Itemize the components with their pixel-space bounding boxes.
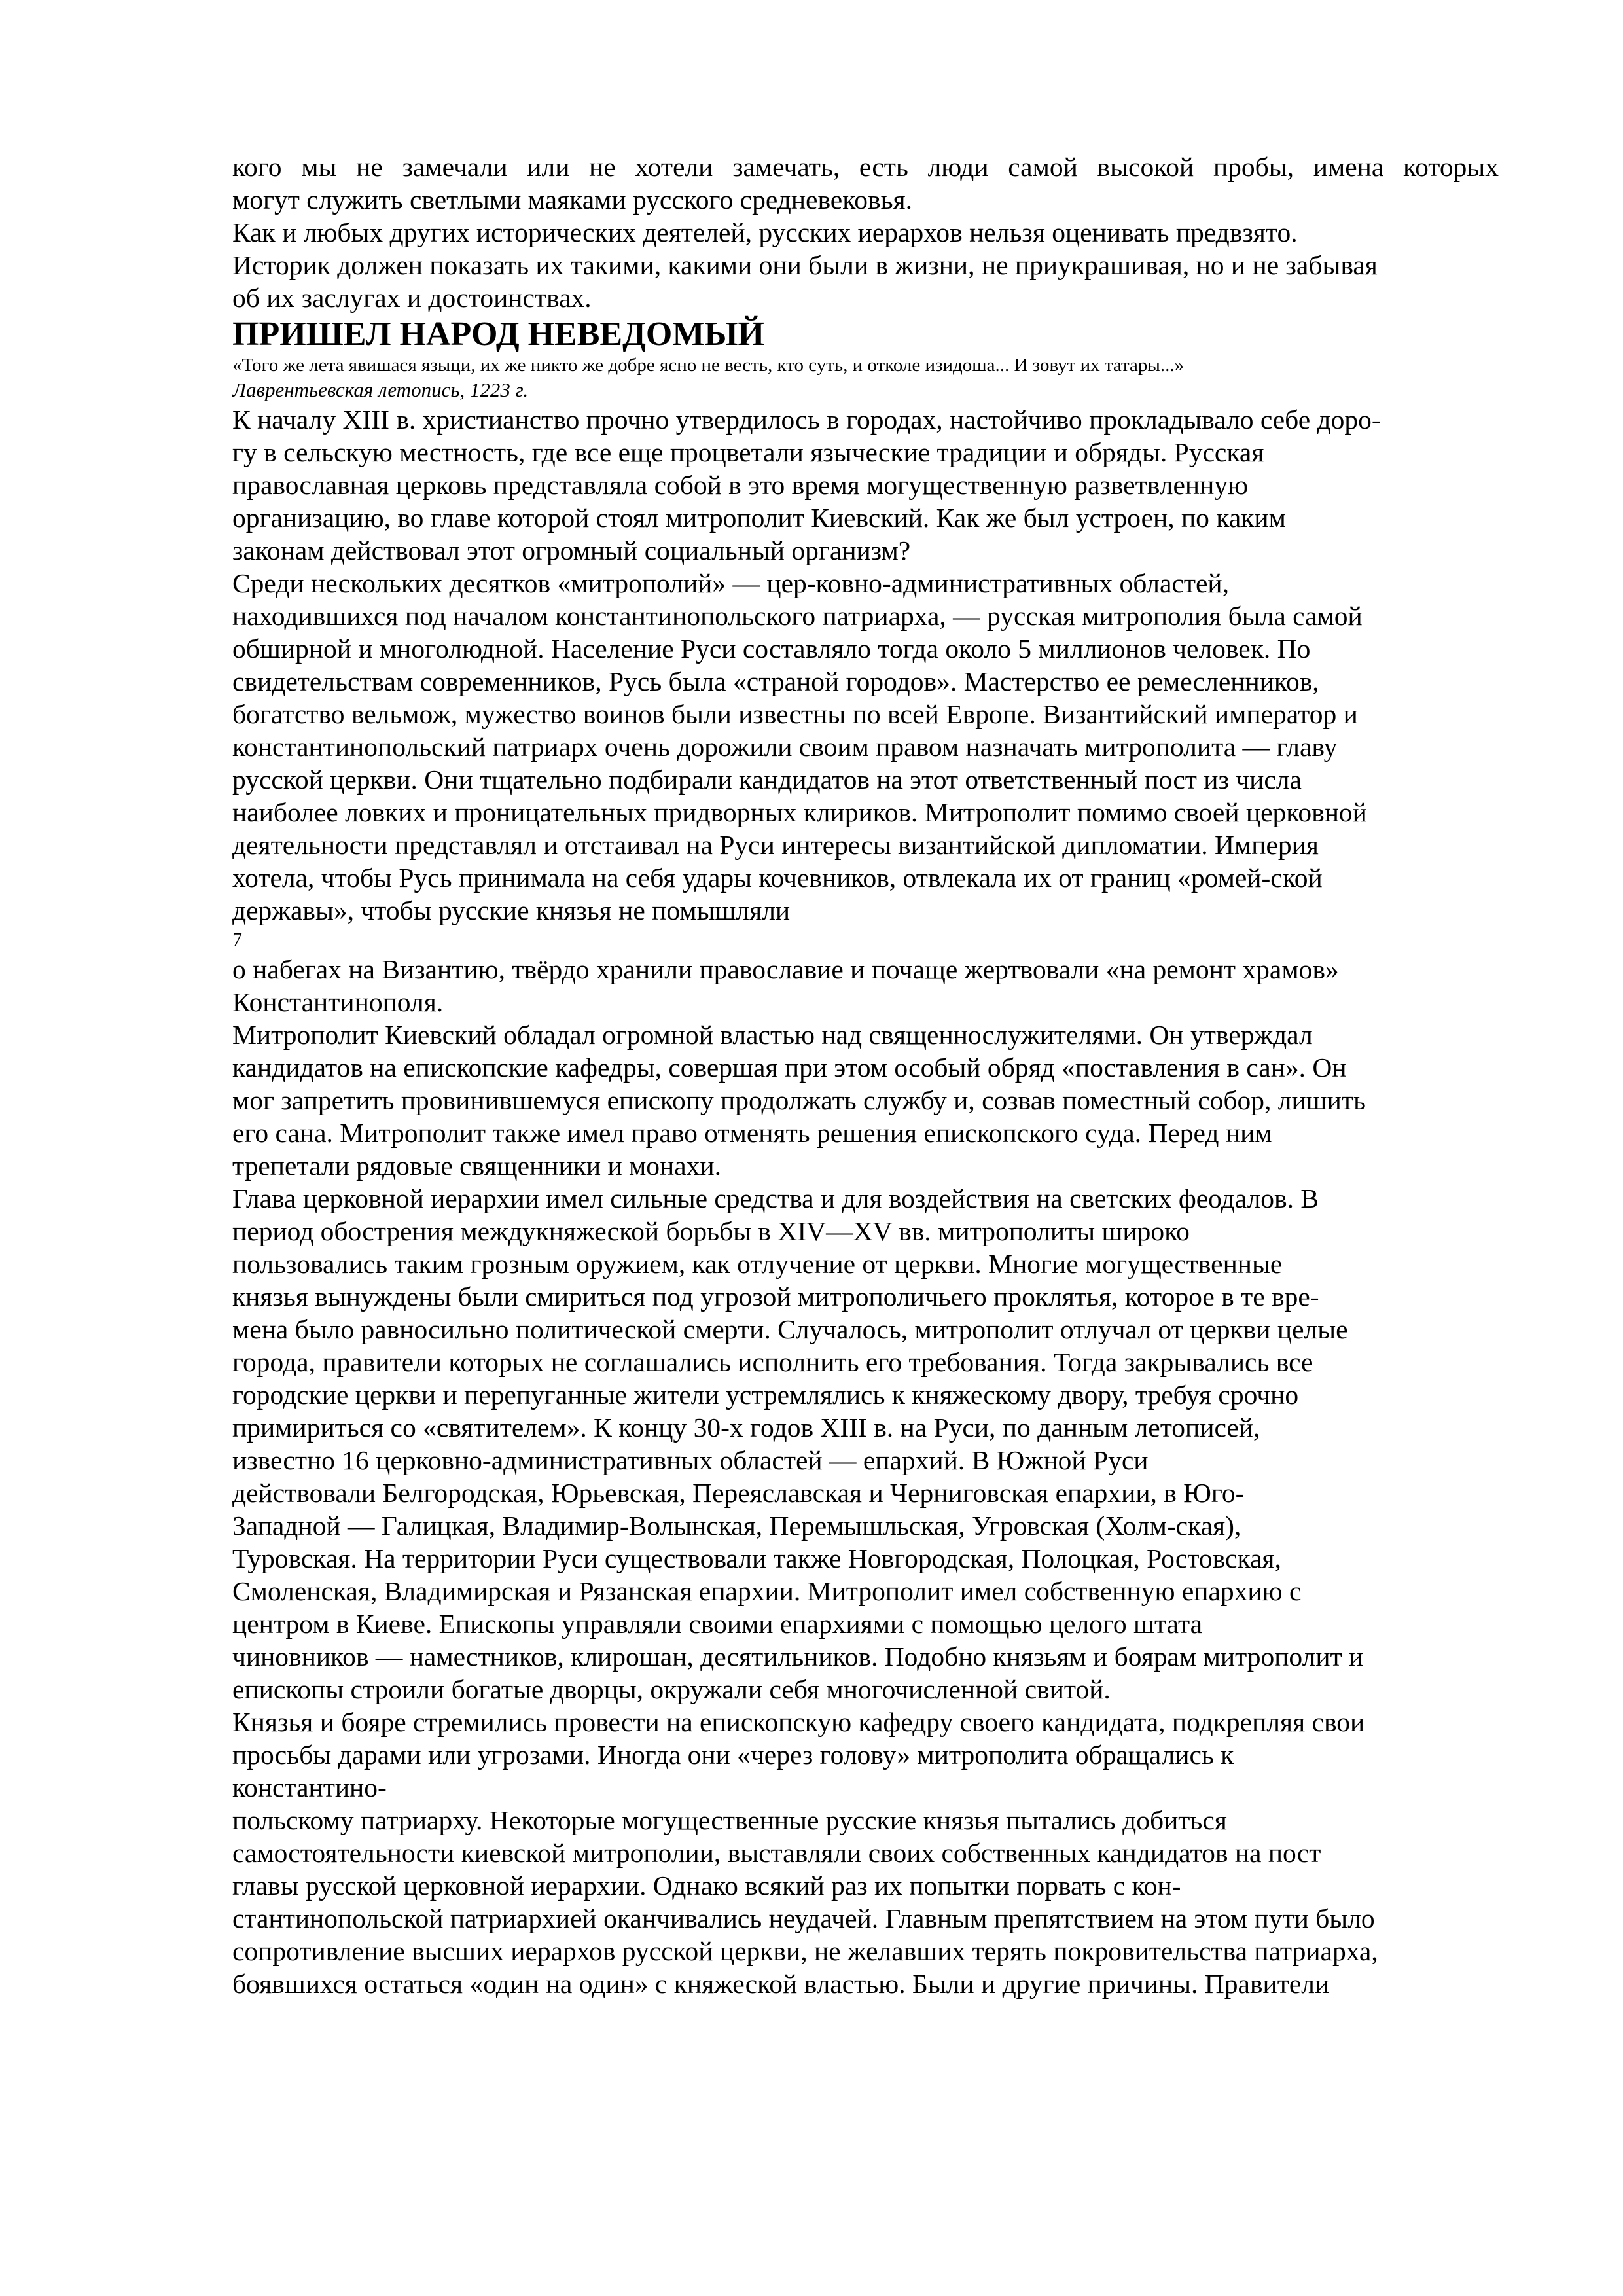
text-line: русской церкви. Они тщательно подбирали кандидатов на этот ответственный пост из числа [232,764,1302,795]
text-line: свидетельствам современников, Русь была «страной городов». Мастерство ее ремесленников, [232,666,1319,696]
text-line: его сана. Митрополит также имел право отменять решения епископского суда. Перед ним [232,1118,1272,1148]
chapter-heading: ПРИШЕЛ НАРОД НЕВЕДОМЫЙ [232,315,764,353]
text-line: К началу XIII в. христианство прочно утвердилось в городах, настойчиво прокладывало себе доро- [232,404,1381,435]
text-line: Константинополя. [232,987,444,1017]
epigraph-source: Лаврентьевская летопись, 1223 г. [232,378,529,401]
text-line: чиновников — наместников, клирошан, десятильников. Подобно князьям и боярам митрополит и [232,1641,1364,1672]
text-line: городские церкви и перепуганные жители устремлялись к княжескому двору, требуя срочно [232,1380,1299,1410]
text-line: гу в сельскую местность, где все еще процветали языческие традиции и обряды. Русская [232,437,1264,467]
text-line: Историк должен показать их такими, какими они были в жизни, не приукрашивая, но и не забывая [232,250,1378,280]
text-line: обширной и многолюдной. Население Руси составляло тогда около 5 миллионов человек. По [232,634,1311,664]
text-line: державы», чтобы русские князья не помышляли [232,895,791,925]
body-section-1 [232,403,1499,927]
text-line: боявшихся остаться «один на один» с княжеской властью. Были и другие причины. Правители [232,1969,1330,1999]
text-line: кого мы не замечали или не хотели замечать, есть люди самой высокой пробы, имена которых [232,152,1499,182]
text-line: Среди нескольких десятков «митрополий» — цер-ковно-административных областей, [232,568,1229,598]
text-line: польскому патриарху. Некоторые могущественные русские князья пытались добиться [232,1805,1227,1835]
text-line: князья вынуждены были смириться под угрозой митрополичьего проклятья, которое в те вре- [232,1282,1319,1312]
text-line: пользовались таким грозным оружием, как отлучение от церкви. Многие могущественные [232,1249,1283,1279]
text-line: действовали Белгородская, Юрьевская, Переяславская и Черниговская епархии, в Юго- [232,1478,1245,1508]
text-line: о набегах на Византию, твёрдо хранили православие и почаще жертвовали «на ремонт храмов» [232,954,1339,984]
text-line: православная церковь представляла собой в это время могущественную разветвленную [232,470,1249,500]
text-line: известно 16 церковно-административных областей — епархий. В Южной Руси [232,1445,1149,1475]
text-line: центром в Киеве. Епископы управляли своими епархиями с помощью целого штата [232,1609,1203,1639]
text-line: наиболее ловких и проницательных придворных клириков. Митрополит помимо своей церковной [232,797,1367,827]
text-line: об их заслугах и достоинствах. [232,283,592,313]
text-line: находившихся под началом константинопольского патриарха, — русская митрополия была самой [232,601,1363,631]
text-line: деятельности представлял и отстаивал на Руси интересы византийской дипломатии. Империя [232,830,1319,860]
text-line: константино- [232,1772,387,1803]
text-line: епископы строили богатые дворцы, окружали себя многочисленной свитой. [232,1674,1111,1704]
text-line: Митрополит Киевский обладал огромной властью над священнослужителями. Он утверждал [232,1020,1313,1050]
epigraph [232,353,1499,403]
text-line: могут служить светлыми маяками русского средневековья. [232,185,913,215]
text-line: сопротивление высших иерархов русской церкви, не желавших терять покровительства патриарха, [232,1936,1378,1966]
text-line: Как и любых других исторических деятелей, русских иерархов нельзя оценивать предвзято. [232,217,1298,247]
text-line: Глава церковной иерархии имел сильные средства и для воздействия на светских феодалов. В [232,1183,1319,1213]
text-line: самостоятельности киевской митрополии, выставляли своих собственных кандидатов на пост [232,1838,1321,1868]
text-line: хотела, чтобы Русь принимала на себя удары кочевников, отвлекала их от границ «ромей-ской [232,863,1323,893]
intro-paragraph [232,151,1499,314]
text-line: Туровская. На территории Руси существовали также Новгородская, Полоцкая, Ростовская, [232,1543,1281,1573]
text-line: стантинопольской патриархией оканчивались неудачей. Главным препятствием на этом пути было [232,1903,1375,1933]
text-line: примириться со «святителем». К концу 30-х годов XIII в. на Руси, по данным летописей, [232,1412,1260,1443]
text-line: просьбы дарами или угрозами. Иногда они «через голову» митрополита обращались к [232,1740,1234,1770]
text-line: законам действовал этот огромный социальный организм? [232,535,911,565]
text-line: мена было равносильно политической смерти. Случалось, митрополит отлучал от церкви целые [232,1314,1348,1344]
text-line: Князья и бояре стремились провести на епископскую кафедру своего кандидата, подкрепляя свои [232,1707,1365,1737]
text-line: Западной — Галицкая, Владимир-Волынская, Перемышльская, Угровская (Холм-ская), [232,1511,1241,1541]
text-line: организацию, во главе которой стоял митрополит Киевский. Как же был устроен, по каким [232,503,1286,533]
text-line: города, правители которых не соглашались исполнить его требования. Тогда закрывались все [232,1347,1313,1377]
text-line: константинопольский патриарх очень дорожили своим правом назначать митрополита — главу [232,732,1338,762]
text-line: трепетали рядовые священники и монахи. [232,1151,721,1181]
body-section-2 [232,953,1499,2000]
text-line: Смоленская, Владимирская и Рязанская епархии. Митрополит имел собственную епархию с [232,1576,1302,1606]
text-line: мог запретить провинившемуся епископу продолжать службу и, созвав поместный собор, лишить [232,1085,1366,1115]
text-line: кандидатов на епископские кафедры, совершая при этом особый обряд «поставления в сан». Он [232,1052,1347,1083]
text-line: богатство вельмож, мужество воинов были известны по всей Европе. Византийский император и [232,699,1358,729]
text-line: главы русской церковной иерархии. Однако всякий раз их попытки порвать с кон- [232,1871,1181,1901]
epigraph-quote: «Того же лета явишася языци, их же никто же добре ясно не весть, кто суть, и отколе изидоша... И зовут их татары...» [232,355,1185,376]
text-line: период обострения междукняжеской борьбы в XIV—XV вв. митрополиты широко [232,1216,1190,1246]
page-number: 7 [232,929,242,950]
document-page [232,151,1499,2000]
